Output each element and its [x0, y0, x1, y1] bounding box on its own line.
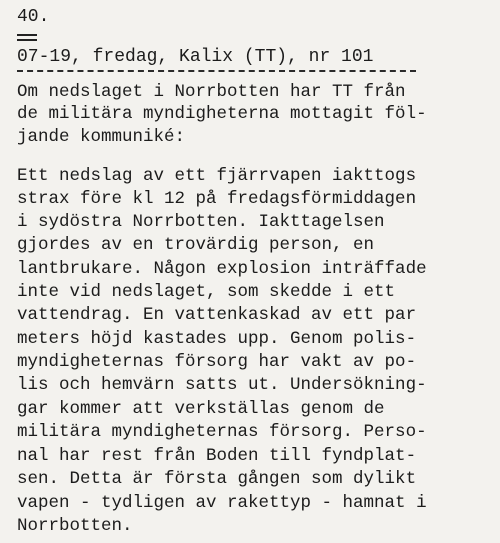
intro-line: jande kommuniké: [17, 127, 186, 147]
body-line: sen. Detta är första gången som dylikt [17, 469, 417, 489]
page-number-underline [17, 34, 37, 36]
body-line: Norrbotten. [17, 516, 133, 536]
body-line: gjordes av en trovärdig person, en [17, 235, 375, 255]
body-line: militära myndigheternas försorg. Perso- [17, 422, 427, 442]
body-line: gar kommer att verkställas genom de [17, 399, 385, 419]
body-line: i sydöstra Norrbotten. Iakttagelsen [17, 212, 385, 232]
body-line: Ett nedslag av ett fjärrvapen iakttogs [17, 166, 417, 186]
intro-line: Om nedslaget i Norrbotten har TT från [17, 82, 406, 102]
body-line: lis och hemvärn satts ut. Undersökning- [17, 375, 427, 395]
body-line: strax före kl 12 på fredagsförmiddagen [17, 189, 417, 209]
page-number: 40. [17, 7, 50, 27]
page-number-underline-2 [17, 39, 37, 41]
headline-underline [17, 70, 416, 72]
headline: 07-19, fredag, Kalix (TT), nr 101 [17, 47, 374, 67]
body-line: nal har rest från Boden till fyndplat- [17, 446, 417, 466]
body-line: lantbrukare. Någon explosion inträffade [17, 259, 427, 279]
body-line: vattendrag. En vattenkaskad av ett par [17, 305, 417, 325]
body-line: meters höjd kastades upp. Genom polis- [17, 329, 417, 349]
body-line: inte vid nedslaget, som skedde i ett [17, 282, 396, 302]
intro-line: de militära myndigheterna mottagit föl- [17, 104, 427, 124]
body-line: vapen - tydligen av rakettyp - hamnat i [17, 493, 427, 513]
body-line: myndigheternas försorg har vakt av po- [17, 352, 417, 372]
